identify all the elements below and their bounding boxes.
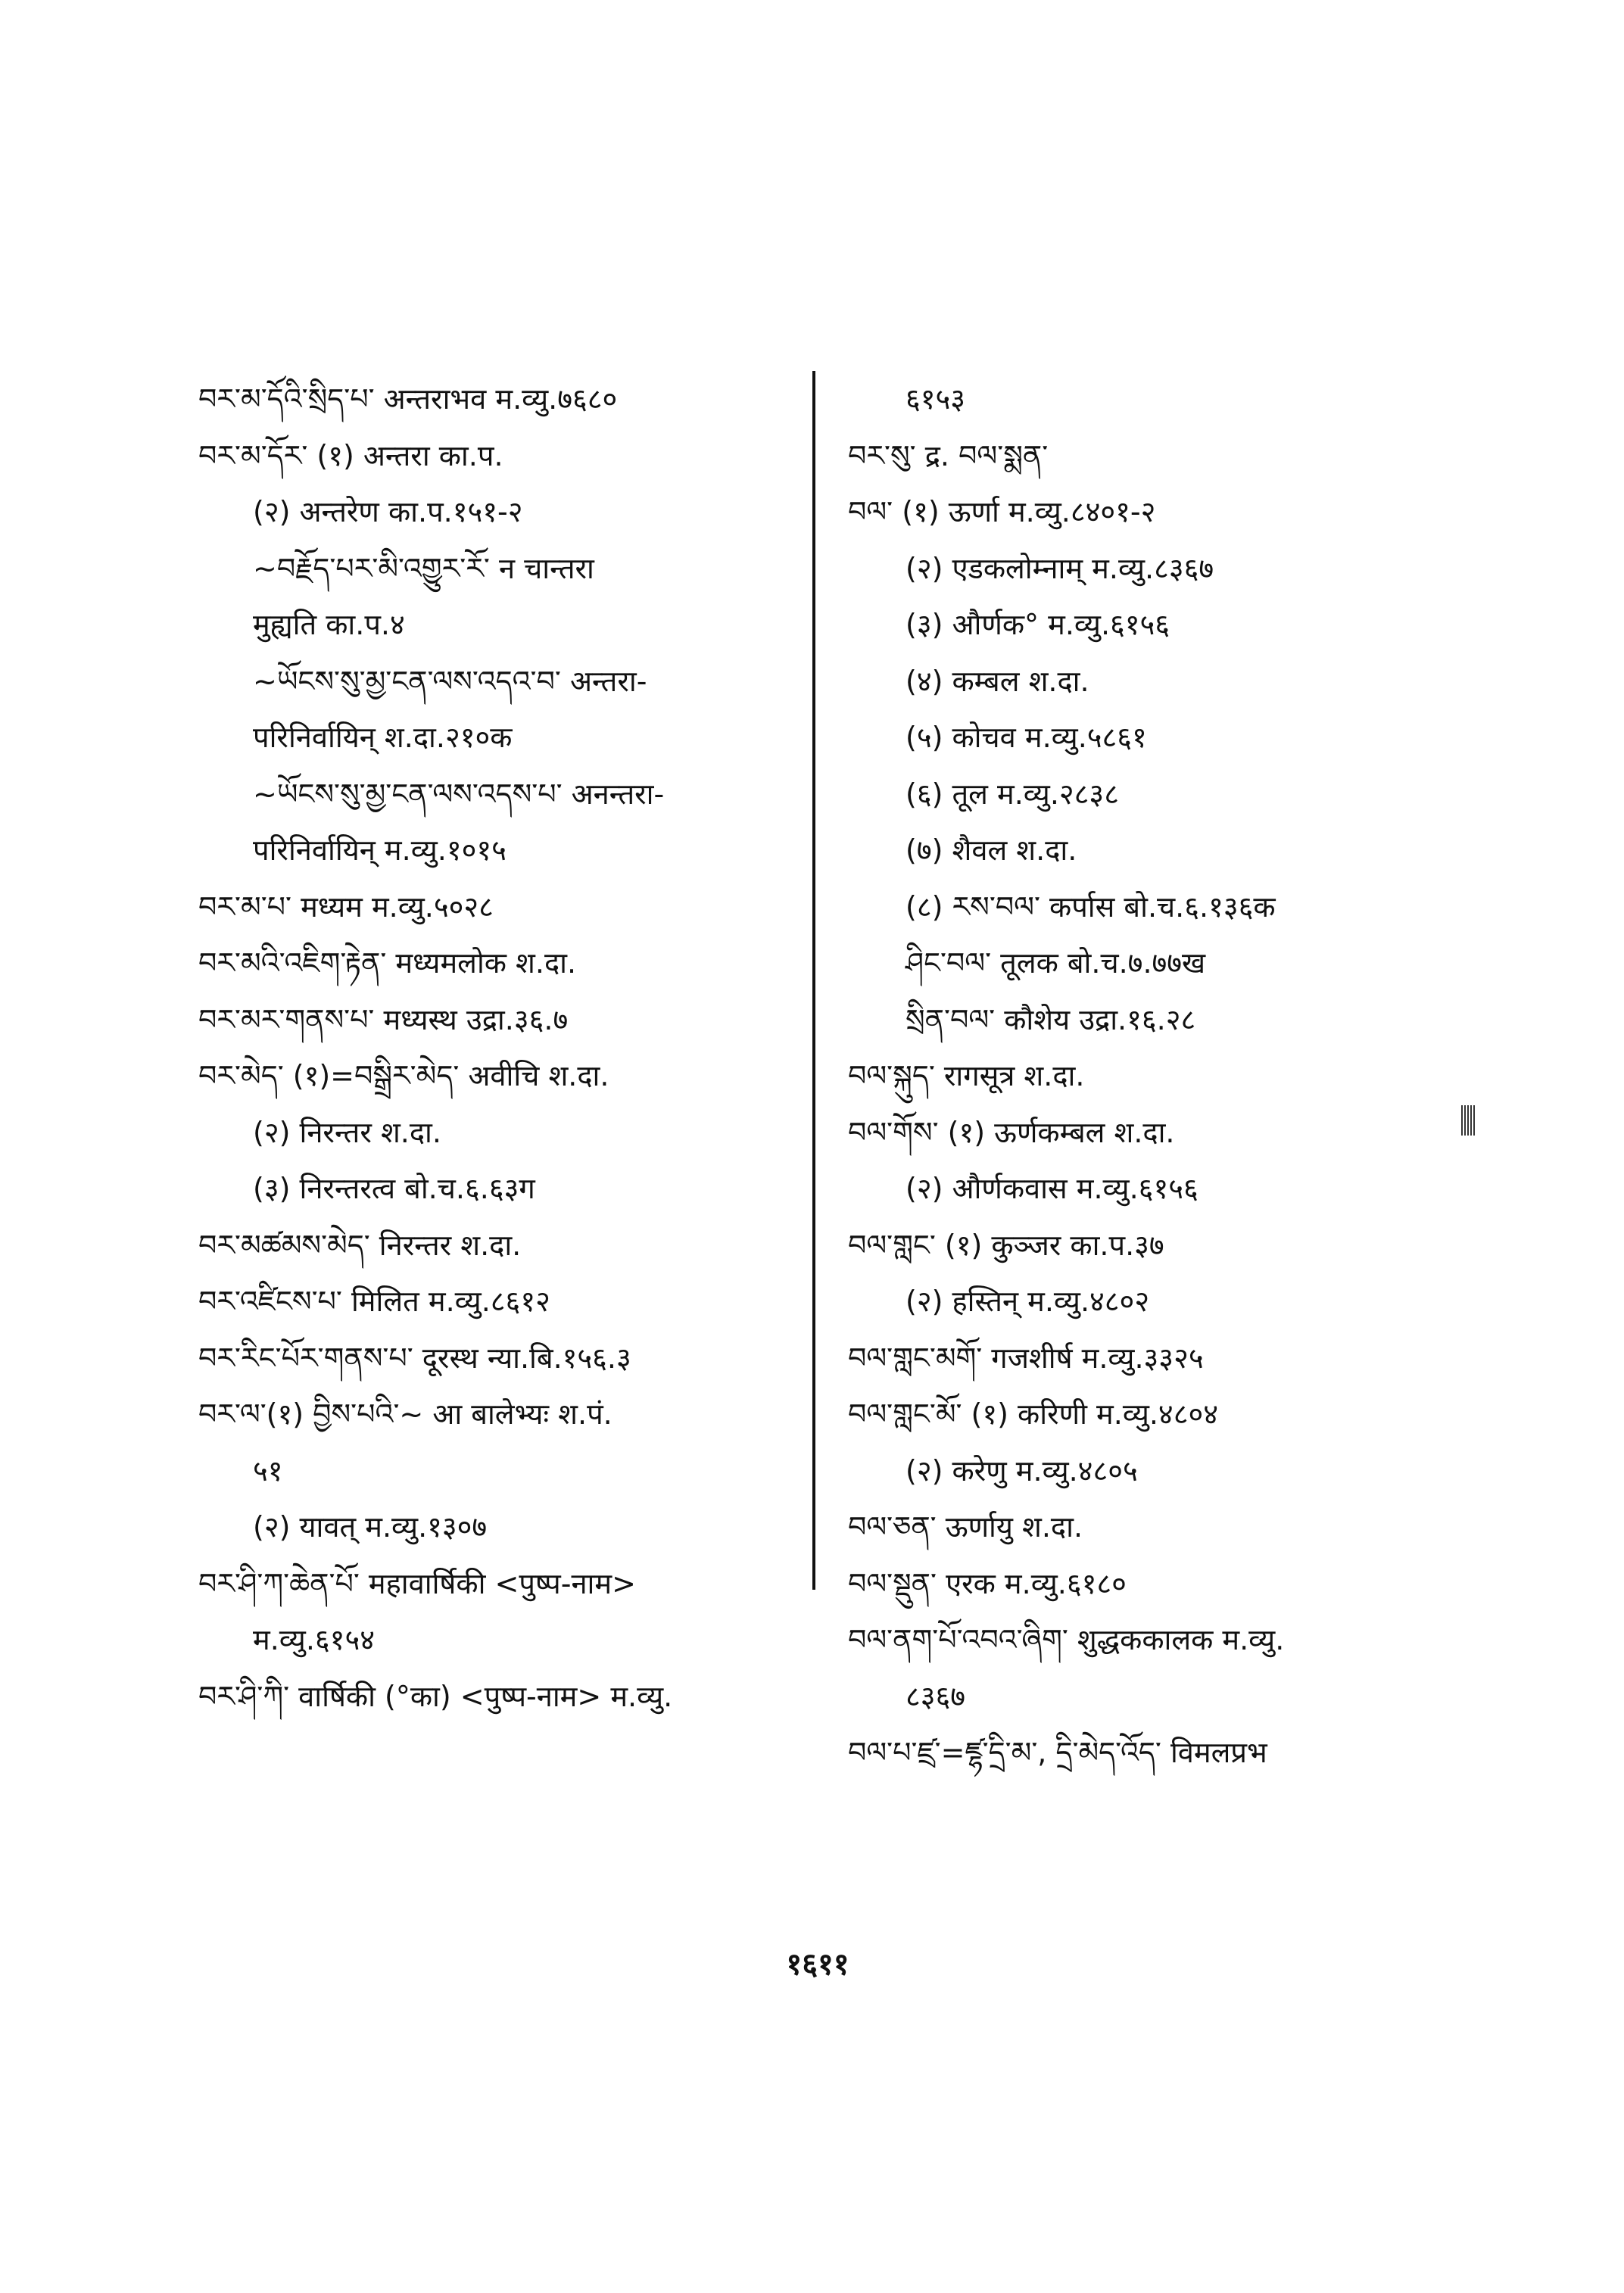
entry-line: སྲིན་བལ་ कौशेय उद्रा.१६.२८	[906, 1002, 1196, 1036]
entry-line: བར་ཤི་ཀ་ཆེན་པོ་ महावार्षिकी <पुष्प-नाम>	[198, 1566, 636, 1600]
entry-line: (२) एडकलोम्नाम् म.व्यु.८३६७	[906, 551, 1214, 585]
entry-line: म.व्यु.६१५४	[253, 1623, 375, 1656]
entry-line: བལ་ (१) ऊर्णा म.व्यु.८४०१-२	[848, 495, 1156, 528]
entry-line: ~ཡོངས་སུ་མྱ་ངན་ལས་འདའ་བ་ अन्तरा-	[253, 664, 647, 698]
entry-line: བར་མཚམས་མེད་ निरन्तर श.दा.	[198, 1228, 522, 1262]
entry-line: (२) और्णकवास म.व्यु.६१५६	[906, 1172, 1199, 1205]
entry-line: (६) तूल म.व्यु.२८३८	[906, 777, 1119, 811]
left-column	[198, 371, 789, 1724]
entry-line: བལ་གླང་མགོ་ गजशीर्ष म.व्यु.३३२५	[848, 1341, 1204, 1375]
entry-line: ~བརྗོད་པར་མི་འགྱུར་རོ་ न चान्तरा	[253, 551, 594, 585]
entry-line: परिनिर्वायिन् श.दा.२१०क	[253, 721, 513, 754]
entry-line: (२) निरन्तर श.दा.	[253, 1115, 441, 1149]
entry-line: བར་མ་པ་ मध्यम म.व्यु.५०२८	[198, 889, 494, 924]
entry-line: བར་མ་དོའི་སྲིད་པ་ अन्तराभव म.व्यु.७६८०	[198, 382, 618, 416]
entry-line: བལ་སྐུད་ रागसूत्र श.दा.	[848, 1059, 1085, 1092]
entry-line: བར་སུ་ द्र. བལ་སྨན་	[848, 438, 1049, 472]
entry-line: བལ་པ་ཛྲ་=ཛྷ་དྲི་མ་, དྲི་མེད་འོད་ विमलप्रभ	[848, 1736, 1267, 1769]
entry-line: (२) हस्तिन् म.व्यु.४८०२	[906, 1285, 1150, 1318]
entry-line: ཤིང་བལ་ तूलक बो.च.७.७७ख	[906, 946, 1206, 980]
right-column	[848, 371, 1454, 1781]
entry-line: བལ་གོས་ (१) ऊर्णकम्बल श.दा.	[848, 1115, 1175, 1149]
entry-line: བར་མར་གནས་པ་ मध्यस्थ उद्रा.३६.७	[198, 1002, 569, 1036]
entry-line: (८) རས་བལ་ कर्पास बो.च.६.१३६क	[906, 889, 1276, 924]
entry-line: བར་འཛིངས་པ་ मिलित म.व्यु.८६१२	[198, 1285, 550, 1318]
entry-line: (७) शैवल श.दा.	[906, 833, 1077, 867]
entry-line: (५) कोचव म.व्यु.५८६१	[906, 721, 1147, 754]
entry-line: (४) कम्बल श.दा.	[906, 664, 1089, 698]
entry-line: ~ཡོངས་སུ་མྱ་ངན་ལས་འདས་པ་ अनन्तरा-	[253, 777, 665, 811]
column-divider	[812, 371, 815, 1590]
page-number: १६११	[786, 1947, 849, 1982]
entry-line: (२) अन्तरेण का.प.१५१-२	[253, 495, 523, 528]
entry-line: བལ་གླང་ (१) कुञ्जर का.प.३७	[848, 1228, 1164, 1262]
entry-line: བལ་ཅན་ ऊर्णायु श.दा.	[848, 1510, 1083, 1544]
entry-line: བར་ལ་(१) བྱིས་པའི་~ आ बालेभ्यः श.पं.	[198, 1397, 613, 1431]
entry-line: བར་རིང་པོར་གནས་པ་ दूरस्थ न्या.बि.१५६.३	[198, 1341, 631, 1375]
entry-line: मुह्यति का.प.४	[253, 608, 405, 641]
entry-line: བར་མེད་ (१)=བསྒྲིར་མེད་ अवीचि श.दा.	[198, 1059, 609, 1092]
entry-line: परिनिर्वायिन् म.व्यु.१०१५	[253, 833, 507, 867]
entry-line: ५१	[253, 1453, 283, 1488]
entry-line: བལ་སྡུན་ एरक म.व्यु.६१८०	[848, 1566, 1127, 1600]
scan-margin-mark	[1461, 1105, 1475, 1136]
entry-line: བར་མའི་འཇིག་རྟེན་ मध्यमलोक श.दा.	[198, 946, 577, 980]
entry-line: (२) करेणु म.व्यु.४८०५	[906, 1453, 1138, 1488]
entry-line: བར་ཤི་ཀི་ वार्षिकी (°का) <पुष्प-नाम> म.व्यु.	[198, 1679, 673, 1713]
entry-line: བལ་ནག་པོ་འབའ་ཞིག་ शुद्धककालक म.व्यु.	[848, 1623, 1285, 1656]
entry-line: ६१५३	[906, 382, 966, 416]
entry-line: ८३६७	[906, 1679, 966, 1713]
entry-line: (३) और्णक° म.व्यु.६१५६	[906, 608, 1170, 641]
entry-line: བར་མ་དོར་ (१) अन्तरा का.प.	[198, 438, 503, 472]
entry-line: (३) निरन्तरत्व बो.च.६.६३ग	[253, 1172, 535, 1205]
entry-line: བལ་གླང་མོ་ (१) करिणी म.व्यु.४८०४	[848, 1397, 1218, 1431]
entry-line: (२) यावत् म.व्यु.१३०७	[253, 1510, 488, 1544]
